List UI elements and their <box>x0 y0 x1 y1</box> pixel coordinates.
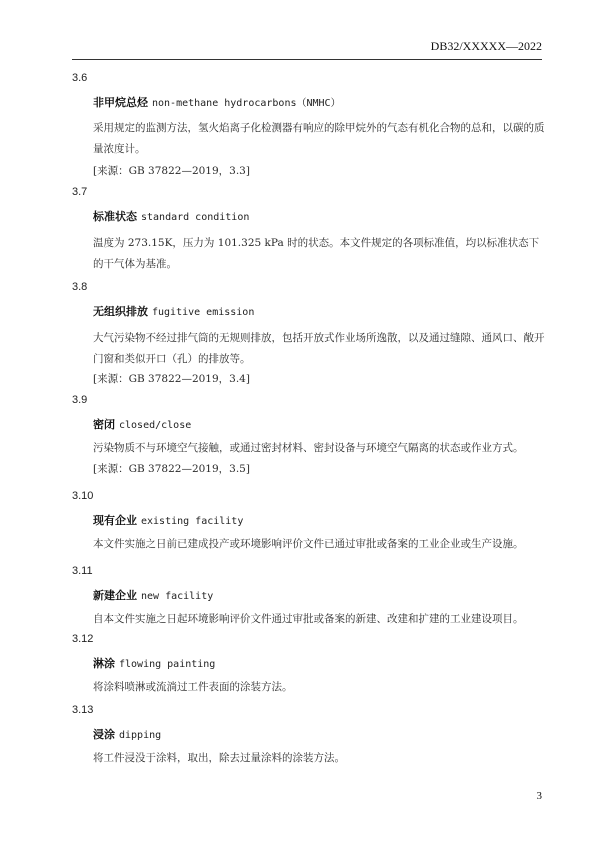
term-english: fugitive emission <box>152 307 255 318</box>
entry-3-6 <box>72 71 545 177</box>
entry-term <box>93 96 341 111</box>
entry-definition: 污染物质不与环境空气接触，或通过密封材料、密封设备与环境空气隔离的状态或作业方式。 <box>93 442 524 454</box>
term-english: dipping <box>119 730 162 741</box>
term-chinese: 浸涂 <box>93 728 115 741</box>
entry-number: 3.12 <box>72 633 94 645</box>
term-english: closed/close <box>119 420 192 431</box>
entry-term <box>93 589 213 604</box>
term-english: flowing painting <box>119 659 216 670</box>
entry-3-11 <box>72 564 542 625</box>
entry-term <box>93 305 254 320</box>
entry-definition: 本文件实施之日前已建成投产或环境影响评价文件已通过审批或备案的工业企业或生产设施。 <box>93 538 524 550</box>
term-chinese: 现有企业 <box>93 514 137 527</box>
term-english: new facility <box>141 591 214 602</box>
entry-number: 3.6 <box>72 72 88 84</box>
entry-definition: 大气污染物不经过排气筒的无规则排放，包括开放式作业场所逸散，以及通过缝隙、通风口、敞开门窗和类似开口（孔）的排放等。 <box>93 332 545 365</box>
entry-term <box>93 418 191 433</box>
entry-source: [来源：GB 37822—2019，3.5] <box>93 463 250 475</box>
entry-number: 3.9 <box>72 394 88 406</box>
entry-definition: 将工件浸没于涂料，取出，除去过量涂料的涂装方法。 <box>93 752 345 764</box>
header-rule <box>72 59 542 60</box>
entry-number: 3.10 <box>72 490 94 502</box>
entry-3-9 <box>72 393 542 475</box>
entry-3-10 <box>72 489 542 550</box>
entry-source: [来源：GB 37822—2019，3.4] <box>93 373 250 385</box>
entry-term <box>93 657 215 672</box>
term-chinese: 非甲烷总烃 <box>93 96 148 109</box>
term-chinese: 标准状态 <box>93 210 137 223</box>
entry-number: 3.7 <box>72 186 88 198</box>
entry-definition: 自本文件实施之日起环境影响评价文件通过审批或备案的新建、改建和扩建的工业建设项目。 <box>93 613 524 625</box>
term-chinese: 淋涂 <box>93 657 115 670</box>
entry-term <box>93 210 249 225</box>
entry-definition: 将涂料喷淋或流淌过工件表面的涂装方法。 <box>93 681 293 693</box>
document-code: DB32/XXXXX—2022 <box>430 39 542 53</box>
entry-definition: 采用规定的监测方法，氢火焰离子化检测器有响应的除甲烷外的气态有机化合物的总和，以碳的质量浓度计。 <box>93 122 545 155</box>
term-english: standard condition <box>141 212 250 223</box>
entry-3-7 <box>72 185 542 270</box>
term-chinese: 无组织排放 <box>93 305 148 318</box>
entry-3-12 <box>72 632 542 693</box>
entry-definition: 温度为 273.15K，压力为 101.325 kPa 时的状态。本文件规定的各项标准值，均以标准状态下的干气体为基准。 <box>93 237 540 270</box>
page-number: 3 <box>536 790 542 802</box>
entry-term <box>93 514 243 529</box>
entry-3-8 <box>72 280 545 385</box>
entry-number: 3.13 <box>72 704 94 716</box>
entry-source: [来源：GB 37822—2019，3.3] <box>93 165 250 177</box>
entry-term <box>93 728 161 743</box>
term-chinese: 新建企业 <box>93 589 137 602</box>
term-english: non-methane hydrocarbons（NMHC） <box>152 98 341 109</box>
term-english: existing facility <box>141 516 244 527</box>
term-chinese: 密闭 <box>93 418 115 431</box>
entry-3-13 <box>72 703 542 764</box>
entry-number: 3.8 <box>72 281 88 293</box>
entry-number: 3.11 <box>72 565 93 577</box>
